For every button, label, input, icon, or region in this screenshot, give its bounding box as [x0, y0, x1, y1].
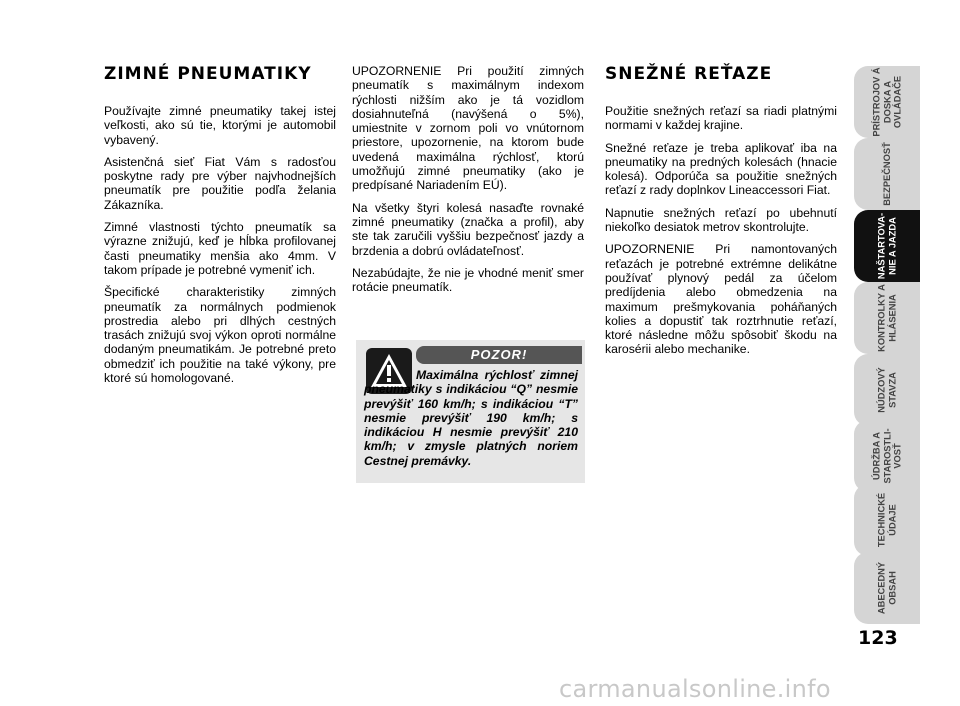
paragraph: Asistenčná sieť Fiat Vám s radosťou poskytne rady pre výber najvhodnejších pneumatík pre použitie podľa želania Zákazníka. [104, 154, 336, 212]
paragraph: Používajte zimné pneumatiky takej istej veľkosti, ako sú tie, ktorými je automobil vybavený. [104, 104, 336, 147]
chapter-tab-label: TECHNICKÉ ÚDAJE [876, 492, 897, 548]
chapter-tab-label: PRÍSTROJOV Á DOSKA A OVLÁDAČE [871, 67, 903, 137]
chapter-tab-warning-lights[interactable] [854, 282, 920, 354]
paragraph: Na všetky štyri kolesá nasaďte rovnaké zimné pneumatiky (značka a profil), aby ste tak zaručili vyššiu bezpečnosť jazdy a brzdenia a dobrú ovládateľnosť. [352, 200, 584, 258]
chapter-tab-index[interactable] [854, 552, 920, 624]
chapter-tab-starting-driving[interactable] [854, 210, 920, 282]
paragraph: UPOZORNENIE Pri použití zimných pneumatík s maximálnym indexom rýchlosti nižším ako je tá vozidlom dosiahnuteľná (navýšená o 5%), umiestnite v zornom poli vo vnútornom priestore, upozornenie, na ktorom bude uvedená maximálna rýchlosť, ktorú umožňujú zimné pneumatiky (ako je predpísané Nariadením EÚ). [352, 64, 584, 193]
paragraph: Nezabúdajte, že nie je vhodné meniť smer rotácie pneumatík. [352, 265, 584, 295]
paragraph: Snežné reťaze je treba aplikovať iba na pneumatiky na predných kolesách (hnacie kolesá). Odporúča sa použitie snežných reťazí z rady doplnkov Lineaccessori Fiat. [605, 140, 837, 198]
watermark: carmanualsonline.info [559, 675, 831, 703]
paragraph: Špecifické charakteristiky zimných pneumatík za normálnych podmienok prostredia alebo pri dlhých cestných trasách znižujú svoj výkon oproti normálne dodaným pneumatikám. Je potrebné preto obmedziť ich použitie na také výkony, pre ktoré sú homologované. [104, 285, 336, 386]
chapter-tab-label: KONTROLKY A HLÁSENIA [876, 284, 897, 352]
chapter-tab-label: NAŠTARTOVA- NIE A JAZDA [876, 212, 897, 280]
section-title-winter-tyres: ZIMNÉ PNEUMATIKY [104, 64, 312, 84]
paragraph: Zimné vlastnosti týchto pneumatík sa výrazne znižujú, keď je hĺbka profilovanej časti pneumatiky menšia ako 4mm. V takom prípade je potrebné vymeniť ich. [104, 220, 336, 277]
chapter-tab-technical-data[interactable] [854, 484, 920, 556]
chapter-tab-maintenance[interactable] [854, 420, 920, 492]
section-title-snow-chains: SNEŽNÉ REŤAZE [605, 64, 773, 84]
chapter-tab-emergency[interactable] [854, 354, 920, 426]
page-number: 123 [858, 627, 898, 649]
warning-heading: POZOR! [416, 346, 582, 364]
paragraph: Použitie snežných reťazí sa riadi platnými normami v každej krajine. [605, 104, 837, 133]
warning-box [356, 340, 585, 483]
chapter-tab-dashboard[interactable] [854, 66, 920, 138]
chapter-tab-label: ÚDRŽBA A STAROSTLI- VOSŤ [871, 428, 903, 484]
column-snow-chains [605, 64, 837, 365]
column-winter-tyres [104, 64, 336, 393]
chapter-tab-label: BEZPEČNOSŤ [881, 142, 892, 206]
column-winter-tyres-continued [352, 64, 584, 302]
chapter-tab-label: ABECEDNÝ OBSAH [876, 561, 897, 615]
paragraph: Napnutie snežných reťazí po ubehnutí niekoľko desiatok metrov skontrolujte. [605, 205, 837, 235]
paragraph: UPOZORNENIE Pri namontovaných reťazách je potrebné extrémne delikátne používať plynový pedál za účelom predíjdenia alebo obmedzenia na maximum prešmykovania poháňaných kolies a dopustiť tak roztrhnutie reťazí, ktoré následne môžu spôsobiť škodu na karosérii alebo mechanike. [605, 242, 837, 357]
chapter-tab-label: NÚDZOVÝ STAVZA [876, 367, 897, 413]
warning-text: Maximálna rýchlosť zimnej pneumatiky s indikáciou “Q” nesmie prevýšiť 160 km/h; s indikáciou “T” nesmie prevýšiť 190 km/h; s indikáciou H nesmie prevýšiť 210 km/h; v zmysle platných noriem Cestnej premávky. [364, 368, 578, 468]
chapter-tab-safety[interactable] [854, 138, 920, 210]
